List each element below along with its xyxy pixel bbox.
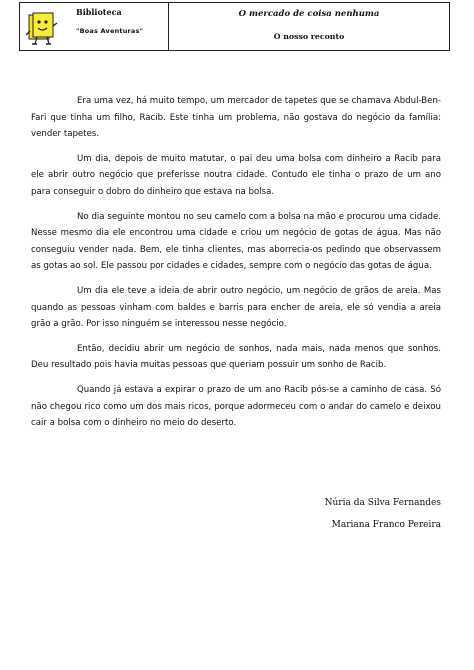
library-book-logo-icon	[26, 11, 58, 45]
story-body	[31, 93, 441, 440]
author-name: Mariana Franco Pereira	[331, 520, 441, 530]
story-paragraph: Um dia ele teve a ideia de abrir outro negócio, um negócio de grãos de areia. Mas quando as pessoas vinham com baldes e barris para encher de areia, ele só vendia a areia grão a grão. Por isso ninguém se interessou nesse negócio.	[31, 285, 441, 330]
author-name: Núria da Silva Fernandes	[324, 498, 441, 508]
library-name: Biblioteca	[76, 7, 122, 17]
page-subtitle: O nosso reconto	[273, 32, 345, 41]
page-title: O mercado de coisa nenhuma	[238, 9, 380, 19]
library-subtitle: "Boas Aventuras"	[76, 27, 144, 35]
title-block	[169, 3, 449, 50]
story-paragraph: Quando já estava a expirar o prazo de um ano Racib pós-se a caminho de casa. Só não chegou rico como um dos mais ricos, porque adormeceu com o andar do camelo e deixou cair a bolsa com o dinheiro no meio do deserto.	[31, 384, 441, 429]
author-signatures	[325, 492, 441, 536]
story-paragraph: Então, decidiu abrir um negócio de sonhos, nada mais, nada menos que sonhos. Deu resultado pois havia muitas pessoas que queriam possuir um sonho de Racib.	[31, 343, 441, 371]
story-paragraph: Era uma vez, há muito tempo, um mercador de tapetes que se chamava Abdul-Ben-Fari que tinha um filho, Racib. Este tinha um problema, não gostava do negócio da família: vender tapetes.	[31, 96, 441, 140]
story-paragraph: No dia seguinte montou no seu camelo com a bolsa na mão e procurou uma cidade. Nesse mesmo dia ele encontrou uma cidade e criou um negócio de gotas de água. Mas não conseguiu vender nada. Bem, ele tinha clientes, mas aborrecia-os pedindo que observassem as gotas ao sol. Ele passou por cidades e cidades, sempre com o negócio das gotas de água.	[31, 211, 441, 272]
document-header	[19, 2, 450, 51]
library-block	[20, 3, 169, 50]
story-paragraph: Um dia, depois de muito matutar, o pai deu uma bolsa com dinheiro a Racib para ele abrir outro negócio que preferisse noutra cidade. Contudo ele tinha o prazo de um ano para conseguir o dobro do dinheiro que estava na bolsa.	[31, 153, 441, 197]
